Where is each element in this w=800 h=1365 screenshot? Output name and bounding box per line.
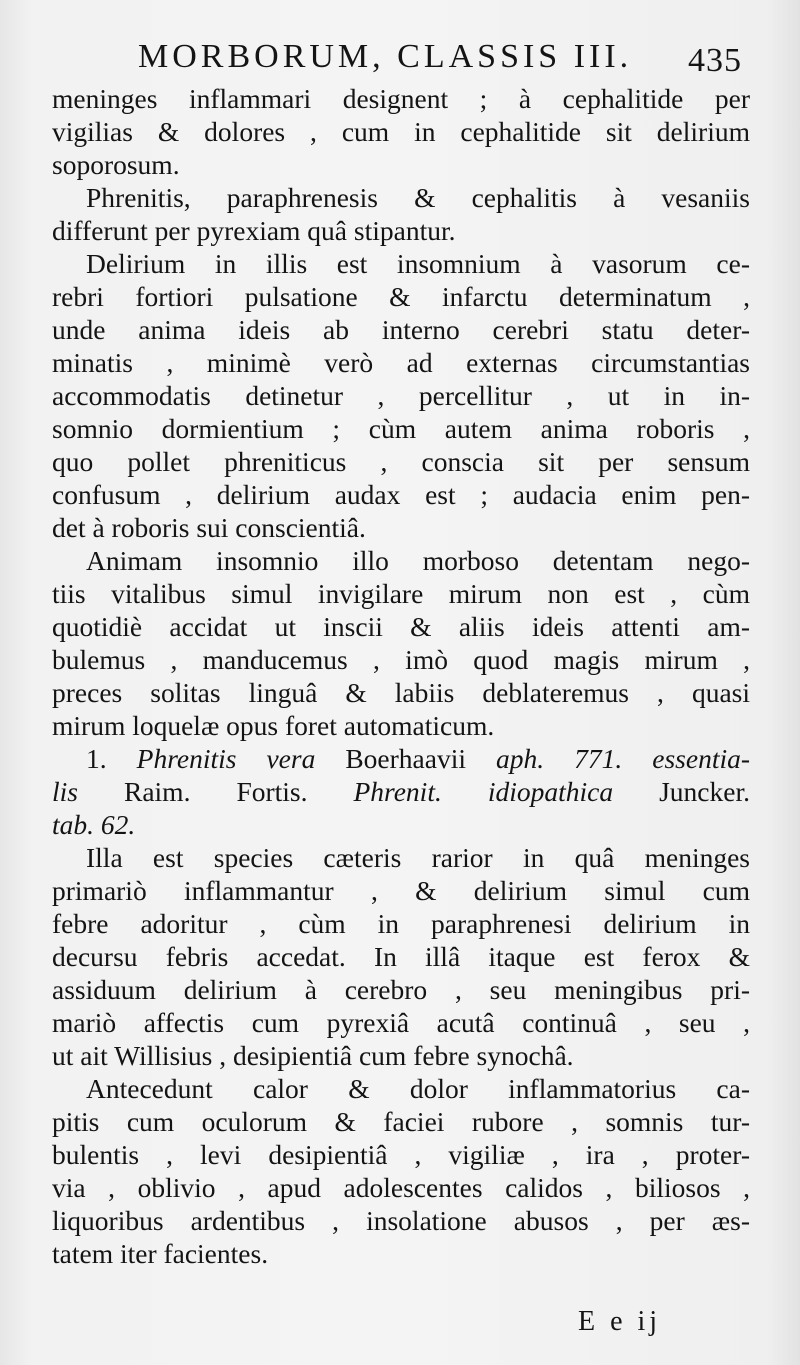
text-line: primariò inflammantur , & delirium simul cum: [52, 875, 750, 906]
text-line: tab. 62.: [52, 809, 136, 840]
text-line: assiduum delirium à cerebro , seu meningibus pri-: [52, 974, 750, 1005]
running-header: [138, 38, 778, 79]
text-line: rebri fortiori pulsatione & infarctu determinatum ,: [52, 281, 750, 312]
text-line: meninges inflammari designent ; à cephalitide per: [52, 83, 750, 114]
text-line: mirum loquelæ opus foret automaticum.: [52, 710, 495, 741]
text-line: det à roboris sui conscientiâ.: [52, 512, 366, 543]
text-line: decursu febris accedat. In illâ itaque est ferox &: [52, 941, 750, 972]
text-line: quotidiè accidat ut inscii & aliis ideis attenti am-: [52, 611, 750, 642]
text-line: unde anima ideis ab interno cerebri statu deter-: [52, 314, 750, 345]
text-line: confusum , delirium audax est ; audacia enim pen-: [52, 479, 750, 510]
text-line: bulemus , manducemus , imò quod magis mirum ,: [52, 644, 750, 675]
text-line: minatis , minimè verò ad externas circumstantias: [52, 347, 750, 378]
text-line: soporosum.: [52, 149, 180, 180]
text-line: quo pollet phreniticus , conscia sit per sensum: [52, 446, 750, 477]
text-line: via , oblivio , apud adolescentes calidos , biliosos ,: [52, 1172, 750, 1203]
signature-mark: E e ij: [578, 1306, 662, 1337]
text-line: 1. Phrenitis vera Boerhaavii aph. 771. essentia-: [86, 743, 751, 774]
text-line: pitis cum oculorum & faciei rubore , somnis tur-: [52, 1106, 750, 1137]
text-line: tatem iter facientes.: [52, 1238, 269, 1269]
text-line: liquoribus ardentibus , insolatione abusos , per æs-: [52, 1205, 750, 1236]
text-line: accommodatis detinetur , percellitur , ut in in-: [52, 380, 750, 411]
text-line: differunt per pyrexiam quâ stipantur.: [52, 215, 456, 246]
text-line: preces solitas linguâ & labiis deblateremus , quasi: [52, 677, 750, 708]
text-line: mariò affectis cum pyrexiâ acutâ continuâ , seu ,: [52, 1007, 750, 1038]
text-line: lis Raim. Fortis. Phrenit. idiopathica Juncker.: [52, 776, 750, 807]
text-line: somnio dormientium ; cùm autem anima roboris ,: [52, 413, 750, 444]
text-line: Animam insomnio illo morboso detentam nego-: [86, 545, 750, 576]
text-line: ut ait Willisius , desipientiâ cum febre synochâ.: [52, 1040, 574, 1071]
text-line: tiis vitalibus simul invigilare mirum non est , cùm: [52, 578, 750, 609]
text-line: Delirium in illis est insomnium à vasorum ce-: [86, 248, 750, 279]
text-line: Antecedunt calor & dolor inflammatorius ca-: [86, 1073, 750, 1104]
text-line: febre adoritur , cùm in paraphrenesi delirium in: [52, 908, 750, 939]
text-line: Phrenitis, paraphrenesis & cephalitis à vesaniis: [86, 182, 750, 213]
page-number: 435: [688, 42, 742, 79]
header-title: MORBORUM, CLASSIS III.: [138, 38, 633, 75]
body-text: [52, 82, 750, 1270]
text-line: bulentis , levi desipientiâ , vigiliæ , ira , proter-: [52, 1139, 750, 1170]
text-line: Illa est species cæteris rarior in quâ meninges: [86, 842, 750, 873]
text-line: vigilias & dolores , cum in cephalitide sit delirium: [52, 116, 750, 147]
